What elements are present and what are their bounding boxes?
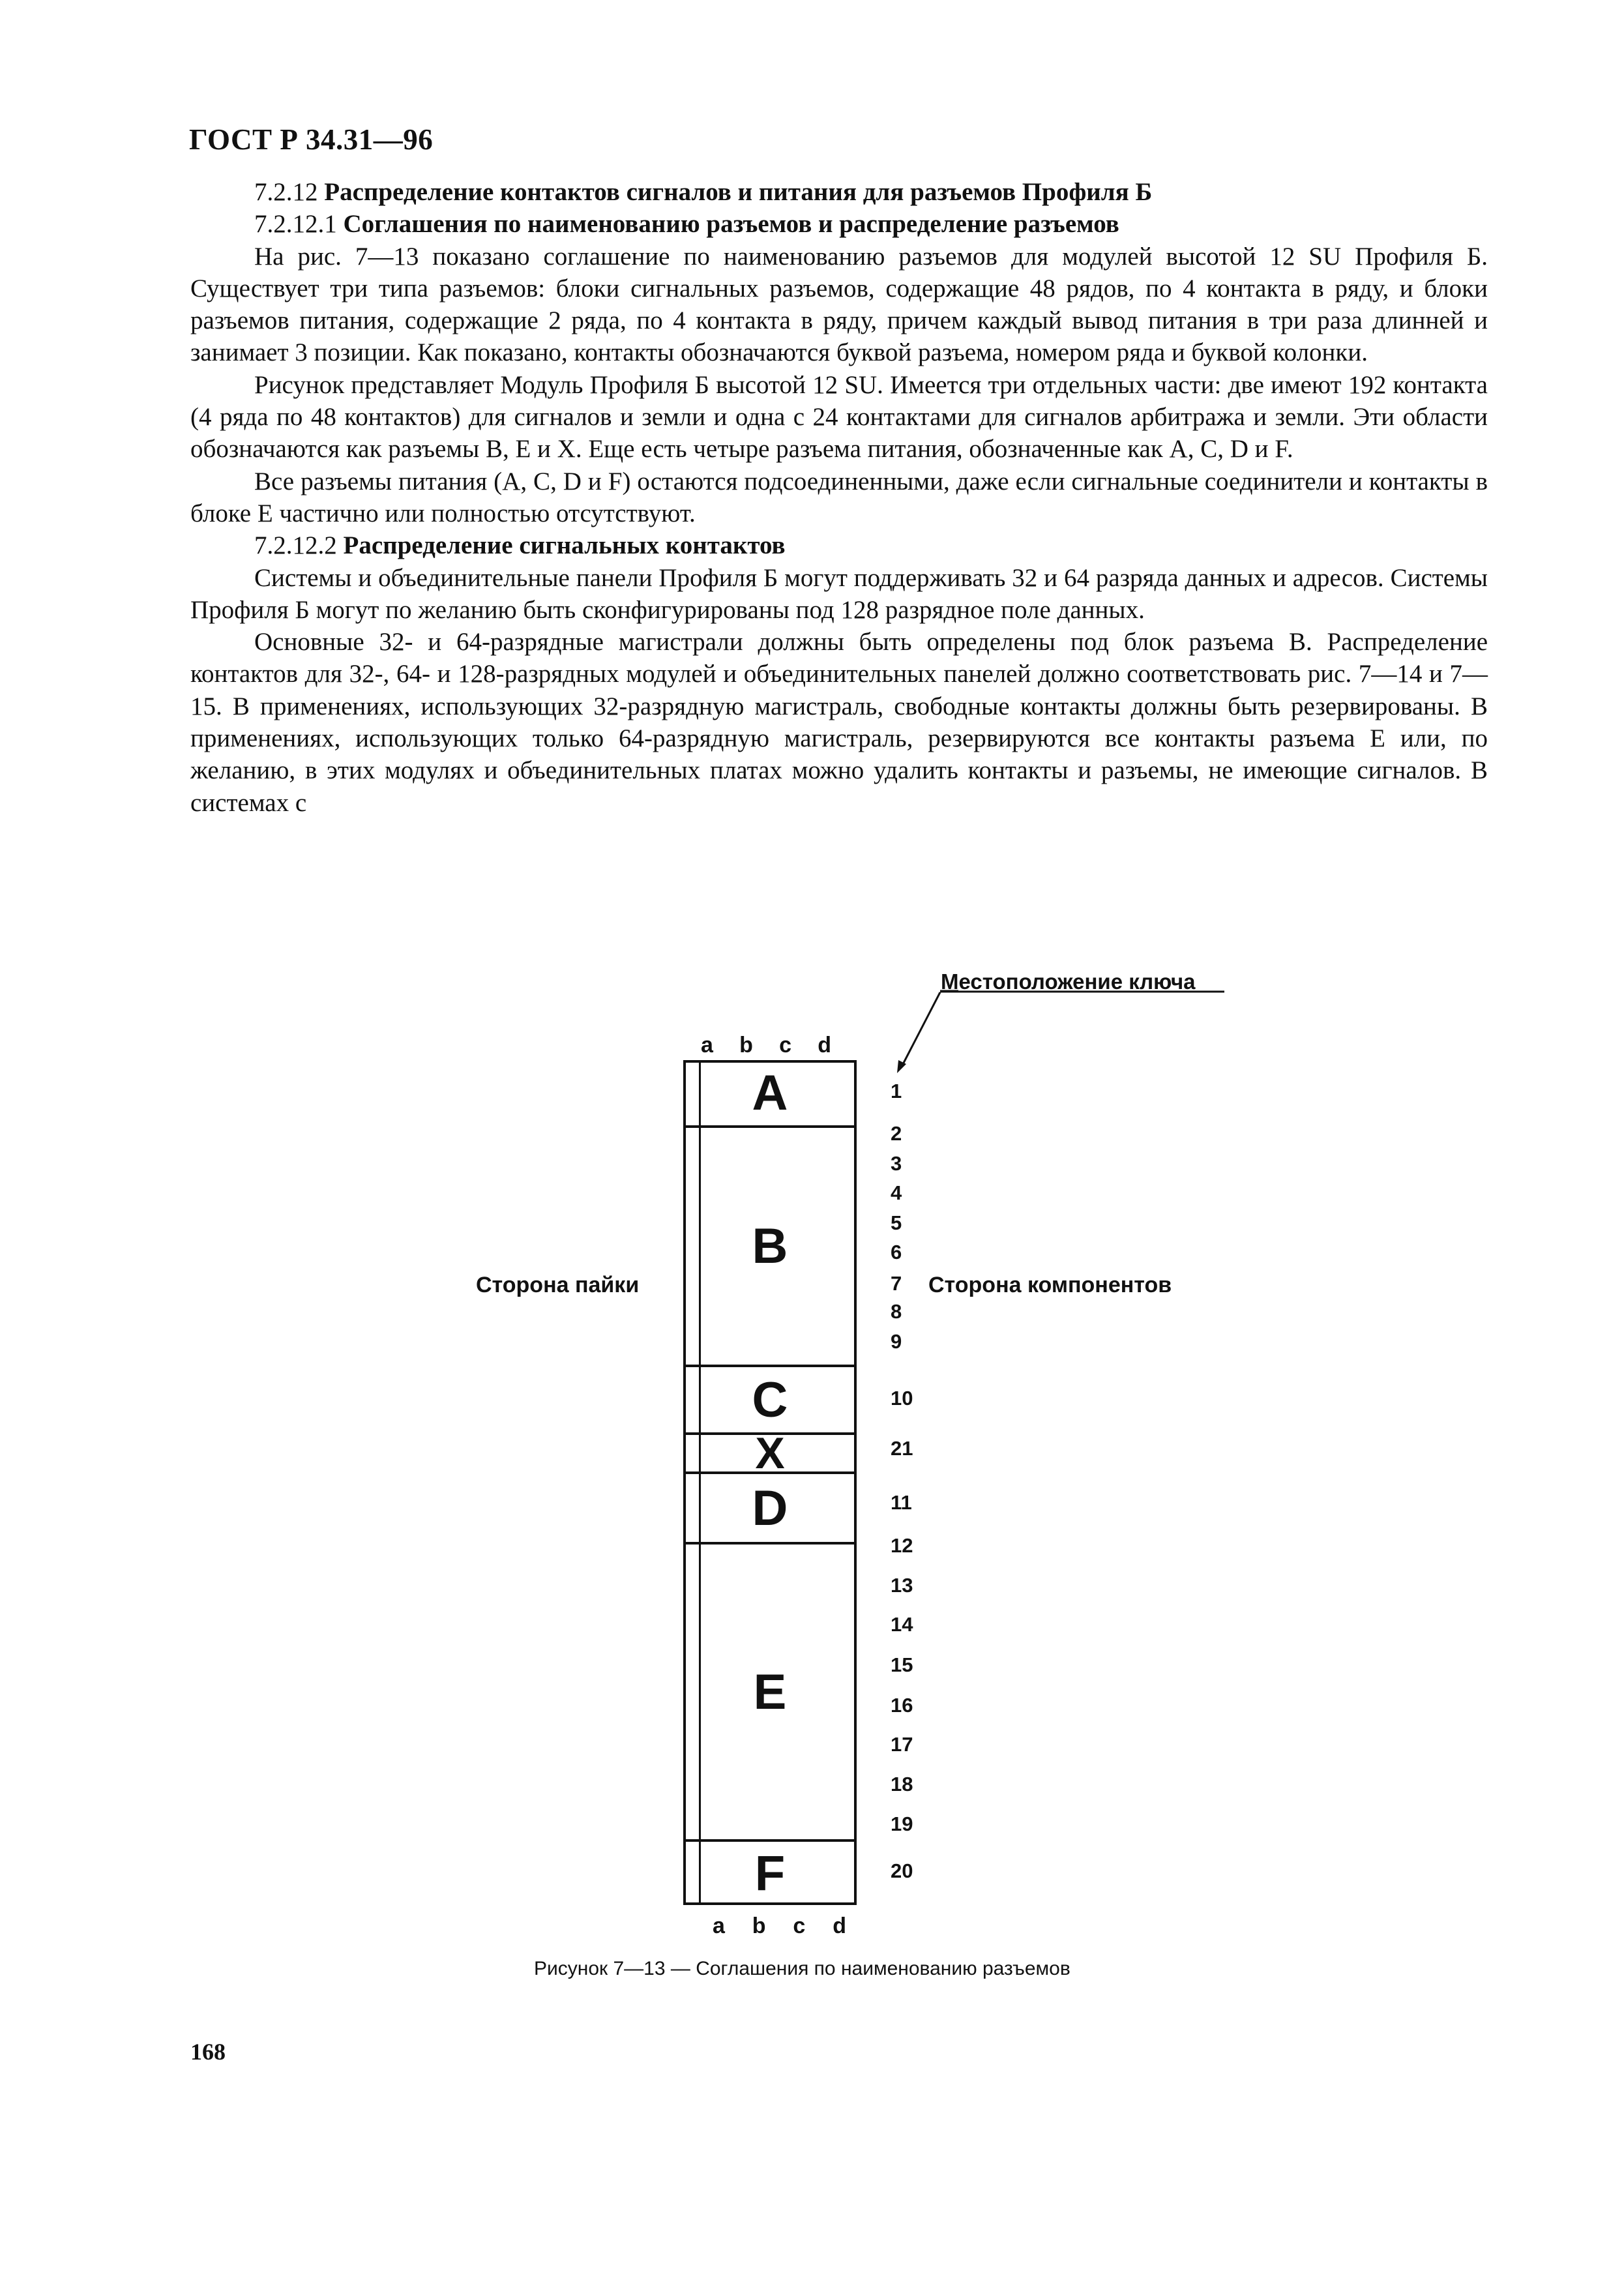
paragraph: Основные 32- и 64-разрядные магистрали должны быть определены под блок разъема В. Распределение контактов для 32-, 64- и 128-разрядных модулей и объединительных панелей должно соответствовать рис. 7—14 и 7—15. В применениях, использующих 32-разрядную магистраль, свободные контакты должны быть резервированы. В применениях, использующих только 64-разрядную магистраль, резервируются все контакты разъема Е или, по желанию, в этих модулях и объединительных платах можно удалить контакты и разъемы, не имеющие сигналов. В системах с <box>190 628 1488 817</box>
row-number: 19 <box>891 1812 913 1835</box>
key-location-label: Местоположение ключа <box>941 969 1196 994</box>
connector-block-a: A <box>752 1065 788 1121</box>
row-number: 3 <box>891 1152 902 1175</box>
section-title: Распределение контактов сигналов и питания для разъемов Профиля Б <box>324 178 1153 206</box>
column-letters-top <box>701 1033 831 1058</box>
column-letter: b <box>752 1914 766 1938</box>
column-letter: b <box>739 1033 753 1057</box>
row-number: 8 <box>891 1300 902 1323</box>
column-letters-bottom <box>713 1914 846 1939</box>
section-number: 7.2.12 <box>254 178 325 206</box>
row-number: 18 <box>891 1773 913 1796</box>
component-side-label: Сторона компонентов <box>928 1273 1172 1297</box>
connector-block-c: C <box>683 1365 857 1432</box>
column-letter: c <box>793 1914 806 1938</box>
column-letter: d <box>833 1914 846 1938</box>
connector-block-e: E <box>683 1542 857 1839</box>
column-letter: a <box>713 1914 725 1938</box>
row-number: 2 <box>891 1122 902 1145</box>
connector-block-f: F <box>683 1839 857 1905</box>
row-number: 6 <box>891 1241 902 1264</box>
body-text <box>190 176 1488 819</box>
row-number: 21 <box>891 1437 913 1460</box>
row-number: 13 <box>891 1574 913 1597</box>
row-number: 7 <box>891 1272 902 1295</box>
row-number: 20 <box>891 1859 913 1882</box>
row-number: 5 <box>891 1211 902 1234</box>
row-number: 15 <box>891 1653 913 1676</box>
row-number: 11 <box>891 1491 912 1514</box>
row-number: 14 <box>891 1613 913 1636</box>
section-number: 7.2.12.1 <box>254 210 344 239</box>
section-heading-7-2-12 <box>190 176 1488 208</box>
row-number: 9 <box>891 1330 902 1353</box>
section-title: Соглашения по наименованию разъемов и распределение разъемов <box>343 210 1119 239</box>
row-number: 4 <box>891 1181 902 1204</box>
column-letter: d <box>818 1033 831 1057</box>
document-header: ГОСТ Р 34.31—96 <box>189 123 434 156</box>
connector-block-x: X <box>683 1432 857 1471</box>
section-number: 7.2.12.2 <box>254 531 344 560</box>
row-number: 10 <box>891 1387 913 1410</box>
paragraph: Все разъемы питания (А, С, D и F) остаются подсоединенными, даже если сигнальные соединители и контакты в блоке Е частично или полностью отсутствуют. <box>190 467 1488 527</box>
paragraph: Рисунок представляет Модуль Профиля Б высотой 12 SU. Имеется три отдельных части: две имеют 192 контакта (4 ряда по 48 контактов) для сигналов и земли и одна с 24 контактами для сигналов арбитража и земли. Эти области обозначаются как разъемы В, Е и X. Еще есть четыре разъема питания, обозначенные как А, С, D и F. <box>190 370 1488 464</box>
key-label-underline <box>940 990 1227 994</box>
section-title: Распределение сигнальных контактов <box>343 531 786 560</box>
connector-block-d: D <box>683 1471 857 1542</box>
column-letter: c <box>779 1033 791 1057</box>
solder-side-label: Сторона пайки <box>476 1273 640 1297</box>
page-number: 168 <box>190 2039 226 2065</box>
row-number: 12 <box>891 1534 913 1557</box>
figure-caption: Рисунок 7—13 — Соглашения по наименованию разъемов <box>534 1958 1070 1979</box>
paragraph: На рис. 7—13 показано соглашение по наименованию разъемов для модулей высотой 12 SU Профиля Б. Существует три типа разъемов: блоки сигнальных разъемов, содержащие 48 рядов, по 4 контакта в ряду, и блоки разъемов питания, содержащие 2 ряда, по 4 контакта в ряду, причем каждый вывод питания в три раза длинней и занимает 3 позиции. Как показано, контакты обозначаются буквой разъема, номером ряда и буквой колонки. <box>190 242 1488 367</box>
column-letter: a <box>701 1033 713 1057</box>
paragraph: Системы и объединительные панели Профиля Б могут поддерживать 32 и 64 разряда данных и адресов. Системы Профиля Б могут по желанию быть сконфигурированы под 128 разрядное поле данных. <box>190 563 1488 624</box>
connector-block-b: B <box>683 1125 857 1365</box>
row-number: 16 <box>891 1694 913 1717</box>
row-number: 1 <box>891 1080 902 1102</box>
section-heading-7-2-12-2 <box>190 529 1488 561</box>
row-number: 17 <box>891 1733 913 1756</box>
section-heading-7-2-12-1 <box>190 208 1488 240</box>
